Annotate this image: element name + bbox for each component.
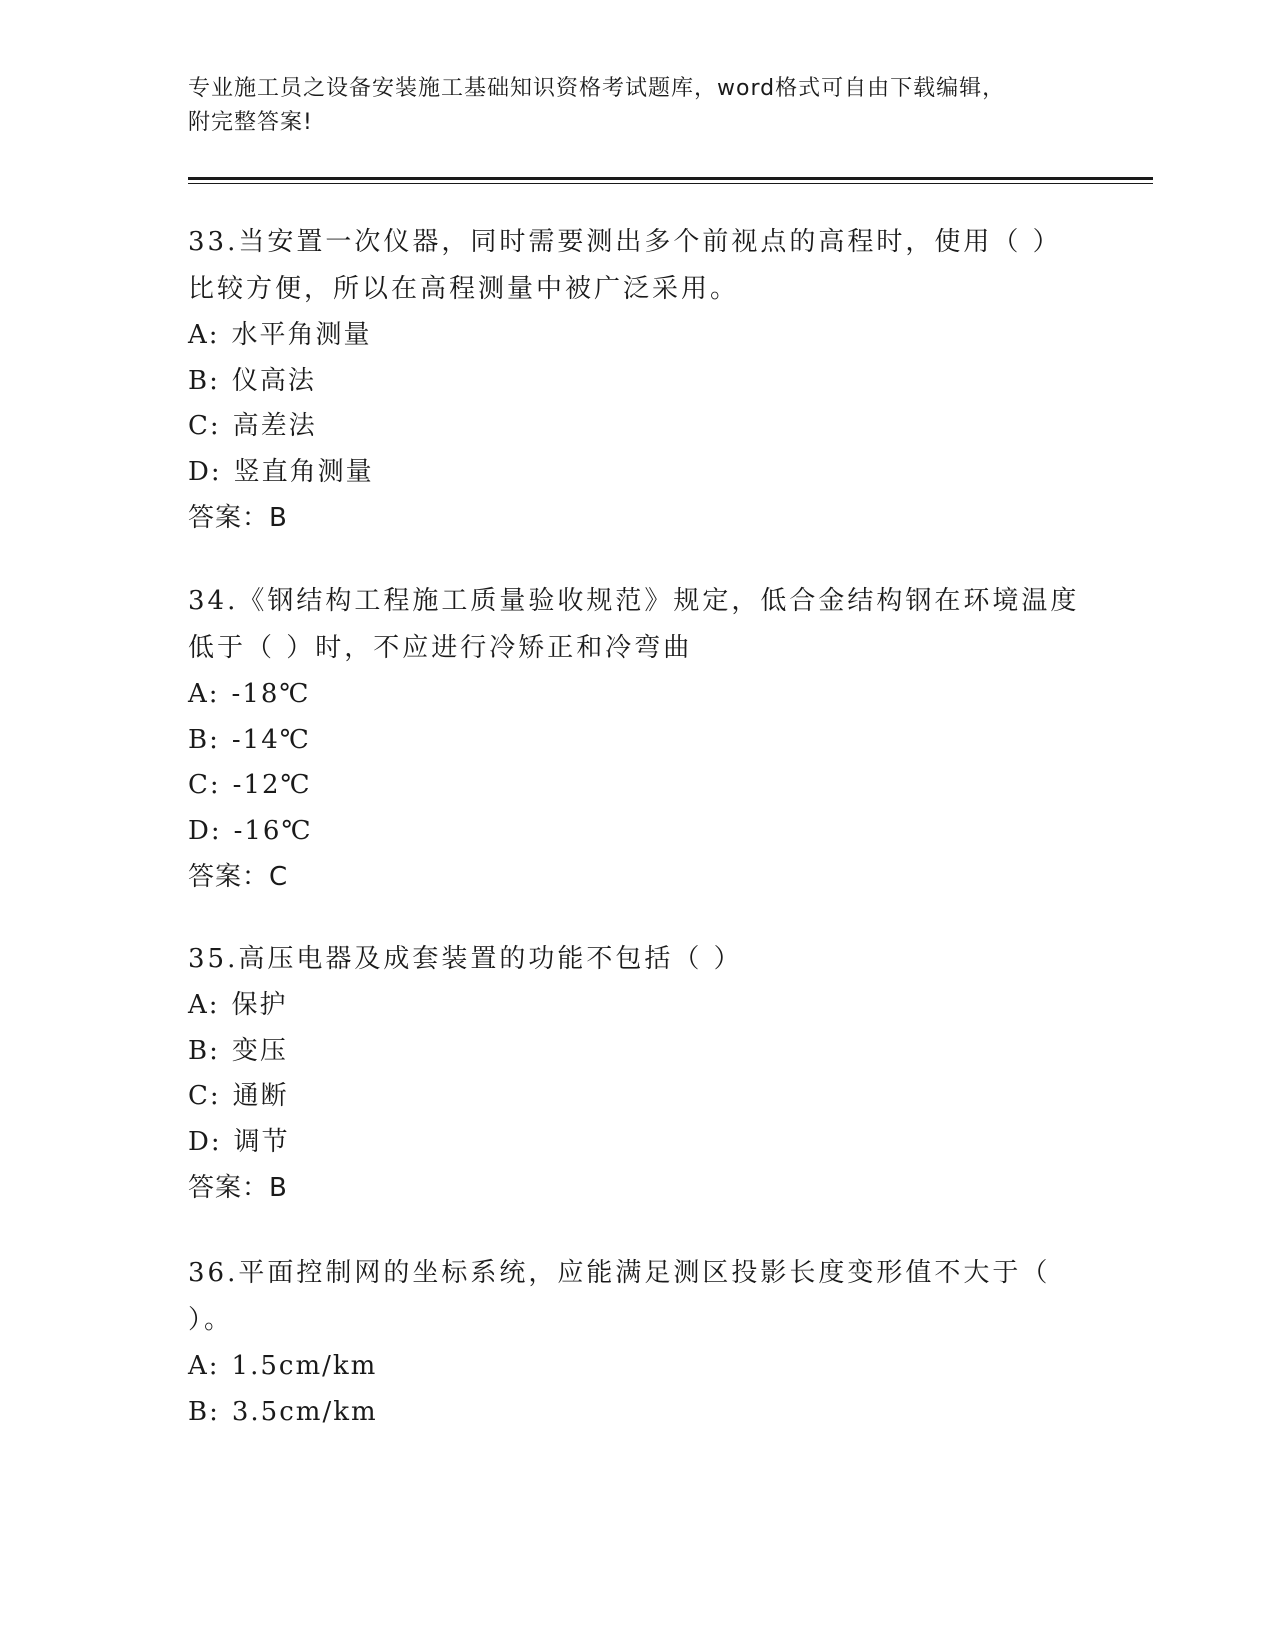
header-divider-thin bbox=[188, 183, 1153, 184]
document-header bbox=[188, 72, 1088, 140]
option-b bbox=[188, 359, 1088, 405]
option-b bbox=[188, 1029, 1088, 1075]
option-c bbox=[188, 1074, 1088, 1120]
option-d bbox=[188, 1120, 1088, 1166]
option-text: 3.5cm/km bbox=[231, 1396, 378, 1427]
question-34 bbox=[188, 578, 1088, 900]
option-text: 变压 bbox=[231, 1035, 288, 1066]
option-d bbox=[188, 809, 1088, 855]
question-stem-line-1: 35.高压电器及成套装置的功能不包括（ ） bbox=[188, 944, 743, 974]
question-35 bbox=[188, 936, 1088, 1211]
option-text: -14℃ bbox=[231, 724, 311, 755]
header-divider-thick bbox=[188, 177, 1153, 180]
option-a bbox=[188, 1344, 1088, 1390]
option-c bbox=[188, 404, 1088, 450]
option-b bbox=[188, 718, 1088, 764]
question-stem-line-2: ）。 bbox=[188, 1305, 234, 1335]
option-d bbox=[188, 450, 1088, 496]
option-key: A: bbox=[188, 990, 220, 1020]
answer-line bbox=[188, 854, 1088, 900]
option-key: B: bbox=[188, 365, 220, 396]
answer-value: B bbox=[269, 1173, 288, 1203]
option-text: 1.5cm/km bbox=[231, 1351, 378, 1381]
header-line-1: 专业施工员之设备安装施工基础知识资格考试题库，word格式可自由下载编辑， bbox=[188, 76, 1006, 101]
header-line-2: 附完整答案! bbox=[188, 110, 313, 135]
option-key: C: bbox=[188, 411, 221, 441]
question-stem-line-1: 36.平面控制网的坐标系统，应能满足测区投影长度变形值不大于（ bbox=[188, 1258, 1051, 1288]
option-a bbox=[188, 672, 1088, 718]
option-text: 通断 bbox=[232, 1081, 289, 1111]
option-text: 仪高法 bbox=[231, 365, 316, 396]
option-key: B: bbox=[188, 724, 220, 755]
answer-value: C bbox=[269, 862, 289, 892]
option-key: A: bbox=[188, 1351, 220, 1381]
answer-line bbox=[188, 1165, 1088, 1211]
answer-value: B bbox=[269, 503, 288, 533]
question-36 bbox=[188, 1250, 1088, 1435]
question-stem-line-2: 低于（ ）时，不应进行冷矫正和冷弯曲 bbox=[188, 633, 693, 663]
option-key: A: bbox=[188, 679, 220, 709]
answer-label: 答案： bbox=[188, 503, 270, 533]
option-a bbox=[188, 313, 1088, 359]
answer-line bbox=[188, 495, 1088, 541]
option-text: 水平角测量 bbox=[231, 320, 372, 350]
option-b bbox=[188, 1390, 1088, 1436]
option-key: B: bbox=[188, 1396, 220, 1427]
option-key: C: bbox=[188, 770, 221, 800]
answer-label: 答案： bbox=[188, 862, 270, 892]
answer-label: 答案： bbox=[188, 1173, 270, 1203]
option-text: 竖直角测量 bbox=[233, 456, 374, 487]
option-text: 保护 bbox=[231, 990, 288, 1020]
option-text: -16℃ bbox=[233, 815, 313, 846]
option-text: 高差法 bbox=[232, 411, 317, 441]
option-key: D: bbox=[188, 815, 222, 846]
option-text: -18℃ bbox=[231, 679, 311, 709]
option-c bbox=[188, 763, 1088, 809]
option-key: B: bbox=[188, 1035, 220, 1066]
option-text: 调节 bbox=[233, 1126, 290, 1157]
question-stem-line-1: 34.《钢结构工程施工质量验收规范》规定，低合金结构钢在环境温度 bbox=[188, 586, 1080, 616]
question-33 bbox=[188, 219, 1088, 541]
option-key: A: bbox=[188, 320, 220, 350]
option-text: -12℃ bbox=[232, 770, 312, 800]
option-a bbox=[188, 983, 1088, 1029]
option-key: D: bbox=[188, 456, 222, 487]
question-stem-line-1: 33.当安置一次仪器，同时需要测出多个前视点的高程时，使用（ ） bbox=[188, 227, 1062, 257]
question-stem-line-2: 比较方便，所以在高程测量中被广泛采用。 bbox=[188, 274, 740, 304]
option-key: D: bbox=[188, 1126, 222, 1157]
option-key: C: bbox=[188, 1081, 221, 1111]
